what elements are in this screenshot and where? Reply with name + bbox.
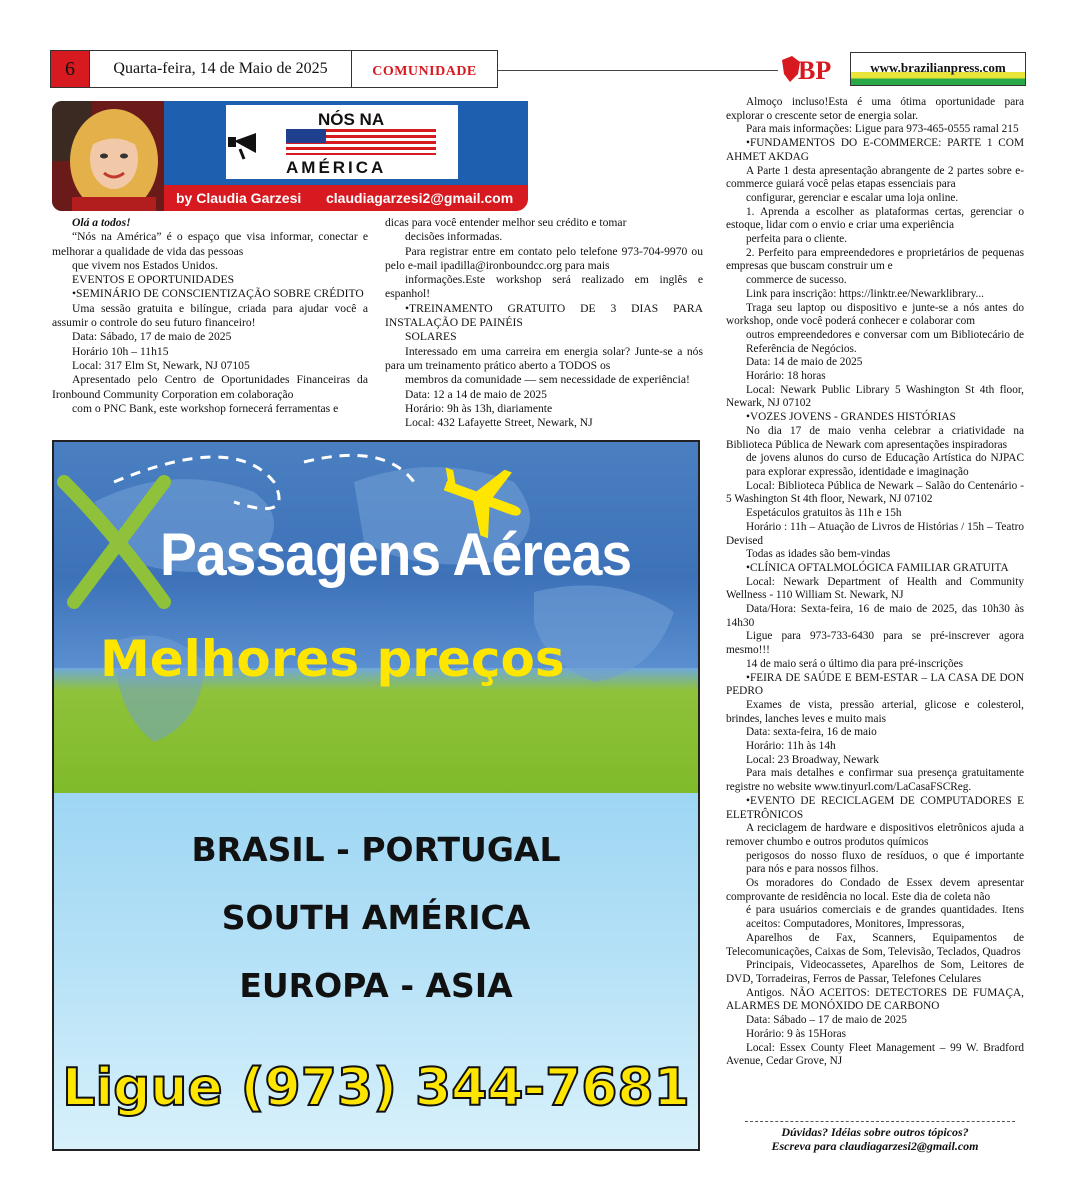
paragraph: Aparelhos de Fax, Scanners, Equipamentos de Telecomunicações, Caixas de Som, Televisão, Teclados, Quadros <box>726 931 1024 958</box>
paragraph: •TREINAMENTO GRATUITO DE 3 DIAS PARA INSTALAÇÃO DE PAINÉIS <box>385 301 703 330</box>
footer-divider <box>745 1121 1015 1122</box>
section-label: COMUNIDADE <box>352 50 498 88</box>
columnist-email[interactable]: claudiagarzesi2@gmail.com <box>326 190 514 206</box>
paragraph: •CLÍNICA OFTALMOLÓGICA FAMILIAR GRATUITA <box>746 561 1009 574</box>
paragraph: Data: 14 de maio de 2025 <box>746 356 863 369</box>
paragraph: de jovens alunos do curso de Educação Artística do NJPAC para explorar expressão, identidade e imaginação <box>746 452 1024 478</box>
paragraph: Horário: 18 horas <box>746 370 826 383</box>
paragraph: Data: Sábado – 17 de maio de 2025 <box>746 1014 907 1027</box>
paragraph: Horário 10h – 11h15 <box>72 344 169 358</box>
paragraph: membros da comunidade — sem necessidade de experiência! <box>405 373 690 387</box>
paragraph: Olá a todos! <box>72 216 131 229</box>
paragraph: decisões informadas. <box>405 230 503 244</box>
paragraph: Horário: 9 às 15Horas <box>746 1027 847 1040</box>
paragraph: perigosos do nosso fluxo de resíduos, o que é importante para nós e para nossos filhos. <box>746 849 1024 876</box>
paragraph: commerce de sucesso. <box>746 274 847 287</box>
paragraph: Local: Biblioteca Pública de Newark – Salão do Centenário - 5 Washington St 4th floor, Newark, NJ 07102 <box>726 479 1024 506</box>
issue-date: Quarta-feira, 14 de Maio de 2025 <box>90 50 352 88</box>
paragraph: Principais, Videocassetes, Aparelhos de Som, Leitores de DVD, Torradeiras, Ferros de Passar, Telefones Celulares <box>726 959 1024 985</box>
paragraph: A reciclagem de hardware e dispositivos eletrônicos ajuda a remover chumbo e outros produtos químicos <box>726 822 1024 848</box>
paragraph: A Parte 1 desta apresentação abrangente de 2 partes sobre e-commerce guiará você pelas etapas essenciais para <box>726 164 1024 191</box>
paragraph: informações.Este workshop será realizado em inglês e espanhol! <box>385 273 703 301</box>
paragraph: Traga seu laptop ou dispositivo e junte-se a nós antes do workshop, onde você poderá conhecer e colaborar com <box>726 301 1024 328</box>
paragraph: Data: 12 a 14 de maio de 2025 <box>405 387 547 401</box>
paragraph: •EVENTO DE RECICLAGEM DE COMPUTADORES E ELETRÔNICOS <box>726 794 1024 821</box>
paragraph: é para usuários comerciais e de grandes quantidades. Itens aceitos: Computadores, Monitores, Impressoras, <box>746 904 1024 931</box>
paragraph: Data: Sábado, 17 de maio de 2025 <box>72 330 232 344</box>
paragraph: Local: Essex County Fleet Management – 99 W. Bradford Avenue, Cedar Grove, NJ <box>726 1041 1024 1068</box>
paragraph: perfeita para o cliente. <box>746 233 847 246</box>
paragraph: Horário: 11h às 14h <box>746 740 836 753</box>
paragraph: Local: Newark Public Library 5 Washington St 4th floor, Newark, NJ 07102 <box>726 383 1024 410</box>
paragraph: Exames de vista, pressão arterial, glicose e colesterol, brindes, lanches leves e muito mais <box>726 698 1024 725</box>
text-column-1 <box>52 216 368 416</box>
paragraph: Para mais detalhes e confirmar sua presença gratuitamente registre no website www.tinyurl.com/LaCasaFSCReg. <box>726 767 1024 794</box>
paragraph: Data/Hora: Sexta-feira, 16 de maio de 2025, das 10h30 às 14h30 <box>726 603 1024 629</box>
ad-destination: SOUTH AMÉRICA <box>221 898 531 937</box>
paragraph: Antigos. NÃO ACEITOS: DETECTORES DE FUMAÇA, ALARMES DE MONÓXIDO DE CARBONO <box>726 986 1024 1013</box>
paragraph: configurar, gerenciar e escalar uma loja online. <box>746 191 959 204</box>
paragraph: Horário : 11h – Atuação de Livros de Histórias / 15h – Teatro Devised <box>726 520 1024 547</box>
paragraph: Local: 432 Lafayette Street, Newark, NJ <box>405 416 593 430</box>
text-column-2 <box>385 216 703 430</box>
paragraph: outros empreendedores e conversar com um Bibliotecário de Referência de Negócios. <box>746 328 1024 355</box>
paragraph: que vivem nos Estados Unidos. <box>72 258 218 272</box>
paragraph: SOLARES <box>405 330 457 344</box>
paragraph: •FUNDAMENTOS DO E-COMMERCE: PARTE 1 COM AHMET AKDAG <box>726 137 1024 163</box>
column-title-line1: NÓS NA <box>318 110 385 129</box>
paragraph: Uma sessão gratuita e bilíngue, criada para ajudar você a assumir o controle do seu futuro financeiro! <box>52 301 368 330</box>
paragraph: Espetáculos gratuitos às 11h e 15h <box>746 507 902 520</box>
website-url[interactable]: www.brazilianpress.com <box>850 52 1026 86</box>
ad-world-map-graphic <box>54 442 698 792</box>
columnist-photo <box>52 101 164 211</box>
paragraph: Almoço incluso!Esta é uma ótima oportunidade para explorar o crescente setor de energia solar. <box>726 96 1024 122</box>
paragraph: Local: 317 Elm St, Newark, NJ 07105 <box>72 358 250 372</box>
paragraph: com o PNC Bank, este workshop fornecerá ferramentas e <box>72 401 339 415</box>
footer-note <box>726 1125 1024 1153</box>
header-rule <box>498 70 778 71</box>
paragraph: dicas para você entender melhor seu crédito e tomar <box>385 216 627 229</box>
paragraph: EVENTOS E OPORTUNIDADES <box>72 273 235 287</box>
paragraph: Para mais informações: Ligue para 973-465-0555 ramal 215 <box>746 123 1019 136</box>
paragraph: 1. Aprenda a escolher as plataformas certas, gerenciar o estoque, lidar com o envio e criar uma experiência <box>726 205 1024 232</box>
ad-destination: BRASIL - PORTUGAL <box>191 830 561 869</box>
text-column-3 <box>726 96 1024 1069</box>
paragraph: Para registrar entre em contato pelo telefone 973-704-9970 ou pelo e-mail ipadilla@ironboundcc.org para mais <box>385 244 703 272</box>
paragraph: Interessado em uma carreira em energia solar? Junte-se a nós para um treinamento prático aberto a TODOS os <box>385 344 703 372</box>
paragraph: No dia 17 de maio venha celebrar a criatividade na Biblioteca Pública de Newark com apresentações inspiradoras <box>726 424 1024 451</box>
footer-contact: Escreva para claudiagarzesi2@gmail.com <box>771 1139 979 1153</box>
paragraph: 14 de maio será o último dia para pré-inscrições <box>746 657 964 670</box>
paragraph: Todas as idades são bem-vindas <box>746 548 891 561</box>
paragraph: 2. Perfeito para empreendedores e proprietários de pequenas empresas que buscam construir um e <box>726 246 1024 273</box>
paragraph: Local: 23 Broadway, Newark <box>746 753 879 766</box>
column-logo <box>226 105 458 179</box>
columnist-byline: by Claudia Garzesi <box>176 190 302 206</box>
brazilian-press-logo <box>778 52 838 88</box>
paragraph: “Nós na América” é o espaço que visa informar, conectar e melhorar a qualidade de vida das pessoas <box>52 230 368 258</box>
logo-text: BP <box>798 56 832 85</box>
paragraph: •VOZES JOVENS - GRANDES HISTÓRIAS <box>746 411 956 424</box>
paragraph: Ligue para 973-733-6430 para se pré-inscrever agora mesmo!!! <box>726 630 1024 657</box>
paragraph: •FEIRA DE SAÚDE E BEM-ESTAR – LA CASA DE DON PEDRO <box>726 671 1024 698</box>
page-number: 6 <box>50 50 90 88</box>
paragraph: Apresentado pelo Centro de Oportunidades Financeiras da Ironbound Community Corporation em colaboração <box>52 373 368 401</box>
paragraph: Data: sexta-feira, 16 de maio <box>746 726 877 739</box>
ad-subtitle: Melhores preços <box>100 630 565 688</box>
column-title-line2: AMÉRICA <box>286 158 387 177</box>
paragraph: Os moradores do Condado de Essex devem apresentar comprovante de residência no local. Este dia de coleta não <box>726 877 1024 903</box>
column-byline-bar <box>164 185 528 211</box>
paragraph: Local: Newark Department of Health and Community Wellness - 110 William St. Newark, NJ <box>726 575 1024 602</box>
ad-destination: EUROPA - ASIA <box>239 966 513 1005</box>
footer-question: Dúvidas? Idéias sobre outros tópicos? <box>781 1125 969 1139</box>
paragraph: Horário: 9h às 13h, diariamente <box>405 401 553 415</box>
paragraph: Link para inscrição: https://linktr.ee/Newarklibrary... <box>746 287 984 300</box>
paragraph: •SEMINÁRIO DE CONSCIENTIZAÇÃO SOBRE CRÉDITO <box>72 287 364 301</box>
ad-title: Passagens Aéreas <box>160 521 632 588</box>
ad-phone-number[interactable]: Ligue (973) 344-7681 <box>62 1058 690 1118</box>
